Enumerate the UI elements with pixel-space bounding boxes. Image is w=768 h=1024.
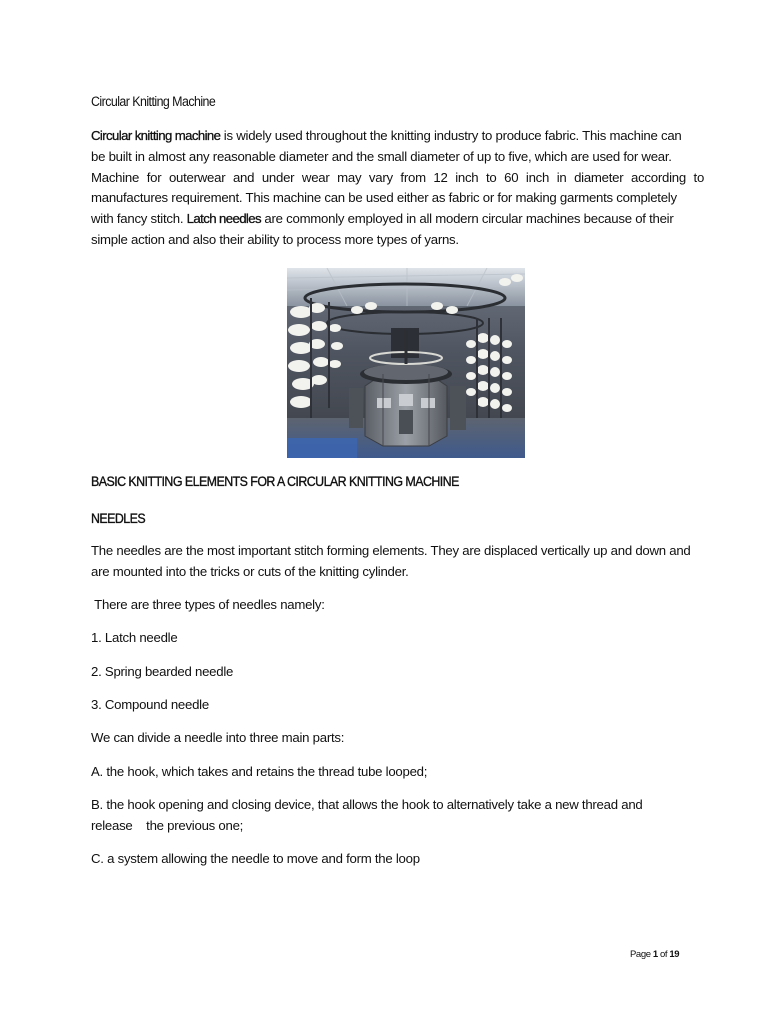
page-total: 19 <box>669 949 680 960</box>
needle-part-b-line-1: B. the hook opening and closing device, that allows the hook to alternatively take a new thread and <box>91 797 643 812</box>
document-title: Circular Knitting Machine <box>91 94 216 109</box>
needle-part-a: A. the hook, which takes and retains the thread tube looped; <box>91 764 428 779</box>
machine-photo-illustration <box>287 268 525 458</box>
page-footer <box>630 949 679 960</box>
page-number: 1 <box>652 949 658 960</box>
intro-line-6: simple action and also their ability to process more types of yarns. <box>91 231 459 247</box>
intro-line-5-end: are commonly employed in all modern circular machines because of their <box>261 211 674 227</box>
intro-line-3: Machine for outerwear and under wear may vary from 12 inch to 60 inch in diameter according to <box>91 169 705 185</box>
parts-intro: We can divide a needle into three main parts: <box>91 730 345 745</box>
page-label: Page <box>630 949 653 960</box>
needle-part-b-line-2: release the previous one; <box>91 817 244 833</box>
intro-paragraph <box>91 126 705 251</box>
needle-type-spring-bearded: 2. Spring bearded needle <box>91 664 234 679</box>
intro-line-2: be built in almost any reasonable diameter and the small diameter of up to five, which are used for wear. <box>91 148 672 164</box>
needle-part-c: C. a system allowing the needle to move and form the loop <box>91 851 420 866</box>
circular-knitting-machine-photo <box>287 268 525 458</box>
section-heading: BASIC KNITTING ELEMENTS FOR A CIRCULAR KNITTING MACHINE <box>91 474 459 489</box>
intro-line-4: manufactures requirement. This machine can be used either as fabric or for making garments completely <box>91 190 677 206</box>
term-latch-needles: Latch needles <box>186 211 261 227</box>
types-intro: There are three types of needles namely: <box>91 597 325 612</box>
page-of-label: of <box>657 949 670 960</box>
needle-type-latch: 1. Latch needle <box>91 630 178 645</box>
subheading-needles: NEEDLES <box>91 511 146 526</box>
intro-line-1: is widely used throughout the knitting industry to produce fabric. This machine can <box>220 128 682 143</box>
intro-line-5-start: with fancy stitch. <box>91 211 187 227</box>
needle-part-b <box>91 795 642 837</box>
term-circular-knitting-machine: Circular knitting machine <box>91 128 221 143</box>
needles-line-1: The needles are the most important stitch forming elements. They are displaced vertically up and down and <box>91 543 691 558</box>
needles-line-2: are mounted into the tricks or cuts of the knitting cylinder. <box>91 563 409 579</box>
needle-type-compound: 3. Compound needle <box>91 697 209 712</box>
needles-paragraph <box>91 541 691 583</box>
